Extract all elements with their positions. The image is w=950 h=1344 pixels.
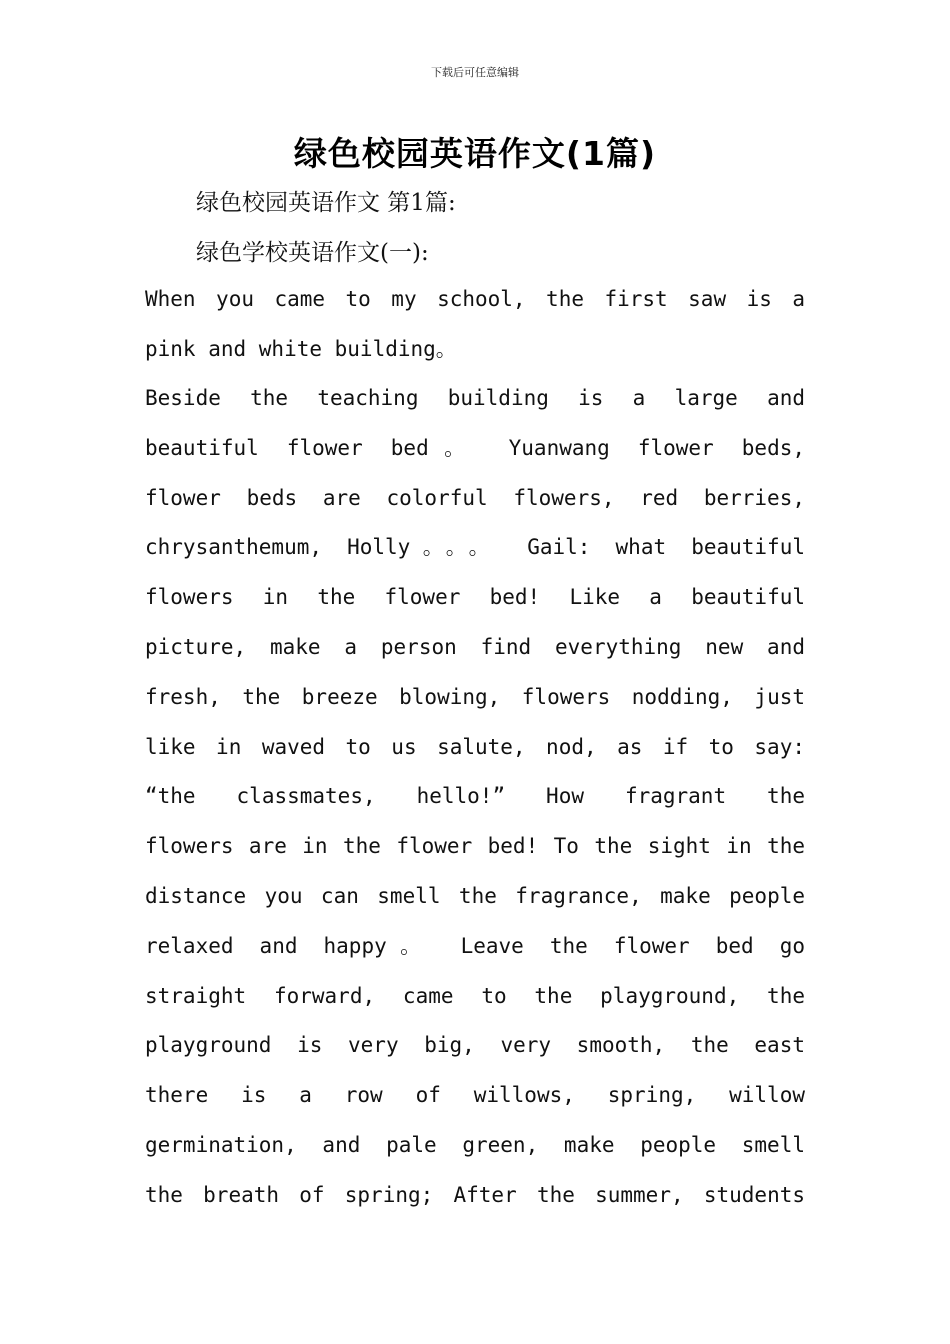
text-line: distance you can smell the fragrance, make people bbox=[145, 883, 805, 908]
text-line: the breath of spring; After the summer, students bbox=[145, 1182, 805, 1207]
text-line: pink and white building。 bbox=[145, 336, 457, 361]
text-line: fresh, the breeze blowing, flowers nodding, just bbox=[145, 684, 805, 709]
text-line: When you came to my school, the first saw is a bbox=[145, 287, 805, 311]
text-line: flower beds are colorful flowers, red berries, bbox=[145, 485, 805, 510]
text-line: relaxed and happy。 Leave the flower bed go bbox=[145, 933, 805, 958]
text-line: flowers in the flower bed! Like a beautiful bbox=[145, 585, 805, 610]
text-line: chrysanthemum, Holly。。。 Gail: what beautiful bbox=[145, 535, 805, 560]
text-line: “the classmates, hello!” How fragrant the bbox=[145, 784, 805, 809]
text-line: like in waved to us salute, nod, as if to say: bbox=[145, 734, 805, 759]
text-line: playground is very big, very smooth, the east bbox=[145, 1033, 805, 1058]
paragraph-1 bbox=[145, 275, 805, 375]
text-line: Beside the teaching building is a large and bbox=[145, 386, 805, 410]
text-line: beautiful flower bed。 Yuanwang flower beds, bbox=[145, 435, 805, 460]
text-line: straight forward, came to the playground, the bbox=[145, 983, 805, 1008]
text-line: flowers are in the flower bed! To the sight in the bbox=[145, 834, 805, 859]
essay-subheading: 绿色校园英语作文 第1篇: bbox=[196, 190, 456, 216]
header-note: 下载后可任意编辑 bbox=[431, 66, 519, 79]
section-title: 绿色学校英语作文(一): bbox=[196, 240, 429, 266]
document-title: 绿色校园英语作文(1篇) bbox=[293, 134, 657, 173]
text-line: picture, make a person find everything new and bbox=[145, 634, 805, 659]
text-line: there is a row of willows, spring, willow bbox=[145, 1083, 805, 1108]
text-line: germination, and pale green, make people smell bbox=[145, 1132, 805, 1157]
paragraph-2 bbox=[145, 374, 805, 1221]
